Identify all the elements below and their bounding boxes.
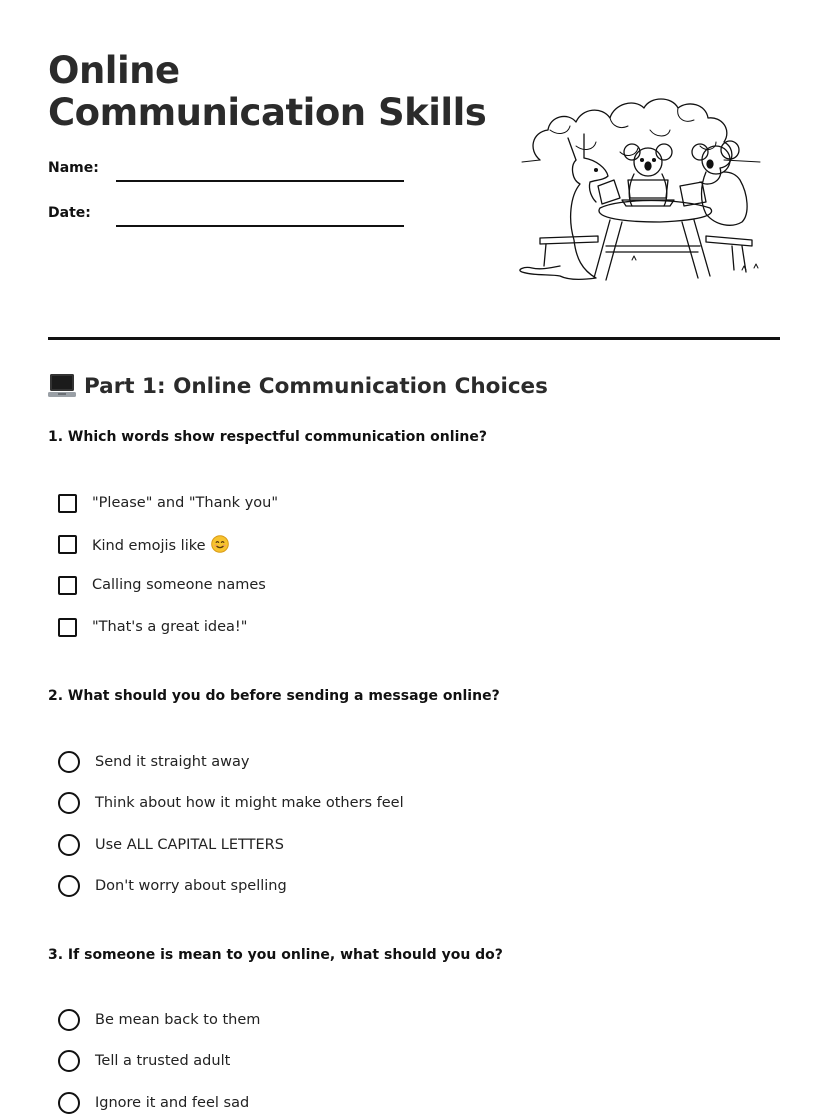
date-label: Date: — [48, 205, 91, 221]
laptop-icon — [48, 373, 76, 399]
q1-option-4-checkbox[interactable] — [58, 618, 77, 637]
q3-option-1[interactable] — [58, 1008, 260, 1032]
question-2-prompt: 2. What should you do before sending a message online? — [48, 688, 500, 704]
kangaroo-tablet — [598, 180, 620, 204]
q3-option-2[interactable] — [58, 1049, 230, 1073]
q3-option-3-label: Ignore it and feel sad — [95, 1095, 250, 1111]
q2-option-1-label: Send it straight away — [95, 754, 250, 770]
kangaroo-body — [520, 160, 596, 279]
q1-option-2[interactable] — [58, 532, 229, 556]
q1-option-1[interactable] — [58, 491, 278, 515]
q2-option-4-radio[interactable] — [58, 875, 80, 897]
q2-option-4-label: Don't worry about spelling — [95, 878, 287, 894]
laptop — [628, 180, 668, 198]
q3-option-2-radio[interactable] — [58, 1050, 80, 1072]
q3-option-3[interactable] — [58, 1091, 249, 1115]
q1-option-2-checkbox[interactable] — [58, 535, 77, 554]
name-field[interactable] — [116, 180, 404, 182]
tree-canopy — [533, 99, 732, 184]
q1-option-3[interactable] — [58, 573, 266, 597]
q3-option-1-label: Be mean back to them — [95, 1012, 261, 1028]
q2-option-2-label: Think about how it might make others feel — [95, 795, 404, 811]
q1-option-3-checkbox[interactable] — [58, 576, 77, 595]
part1-heading-text: Part 1: Online Communication Choices — [84, 373, 548, 399]
section-divider — [48, 337, 780, 340]
question-3-prompt: 3. If someone is mean to you online, what should you do? — [48, 947, 503, 963]
q2-option-1[interactable] — [58, 750, 249, 774]
q1-option-1-label: "Please" and "Thank you" — [92, 495, 279, 511]
q2-option-3-label: Use ALL CAPITAL LETTERS — [95, 837, 284, 853]
q1-option-4[interactable] — [58, 615, 247, 639]
date-field[interactable] — [116, 225, 404, 227]
q2-option-3-radio[interactable] — [58, 834, 80, 856]
q3-option-2-label: Tell a trusted adult — [95, 1053, 231, 1069]
q2-option-4[interactable] — [58, 874, 287, 898]
animals-picnic-illustration — [510, 90, 780, 295]
q3-option-1-radio[interactable] — [58, 1009, 80, 1031]
q2-option-2-radio[interactable] — [58, 792, 80, 814]
q2-option-2[interactable] — [58, 791, 404, 815]
q3-option-3-radio[interactable] — [58, 1092, 80, 1114]
name-label: Name: — [48, 160, 99, 176]
q1-option-4-label: "That's a great idea!" — [92, 619, 248, 635]
part1-heading — [48, 373, 548, 399]
q2-option-1-radio[interactable] — [58, 751, 80, 773]
q2-option-3[interactable] — [58, 833, 284, 857]
q1-option-3-label: Calling someone names — [92, 577, 266, 593]
question-1-prompt: 1. Which words show respectful communication online? — [48, 429, 487, 445]
worksheet-title: Online Communication Skills — [48, 49, 487, 134]
q1-option-1-checkbox[interactable] — [58, 494, 77, 513]
smiling-face-icon — [211, 535, 229, 553]
q1-option-2-label: Kind emojis like — [92, 535, 229, 554]
